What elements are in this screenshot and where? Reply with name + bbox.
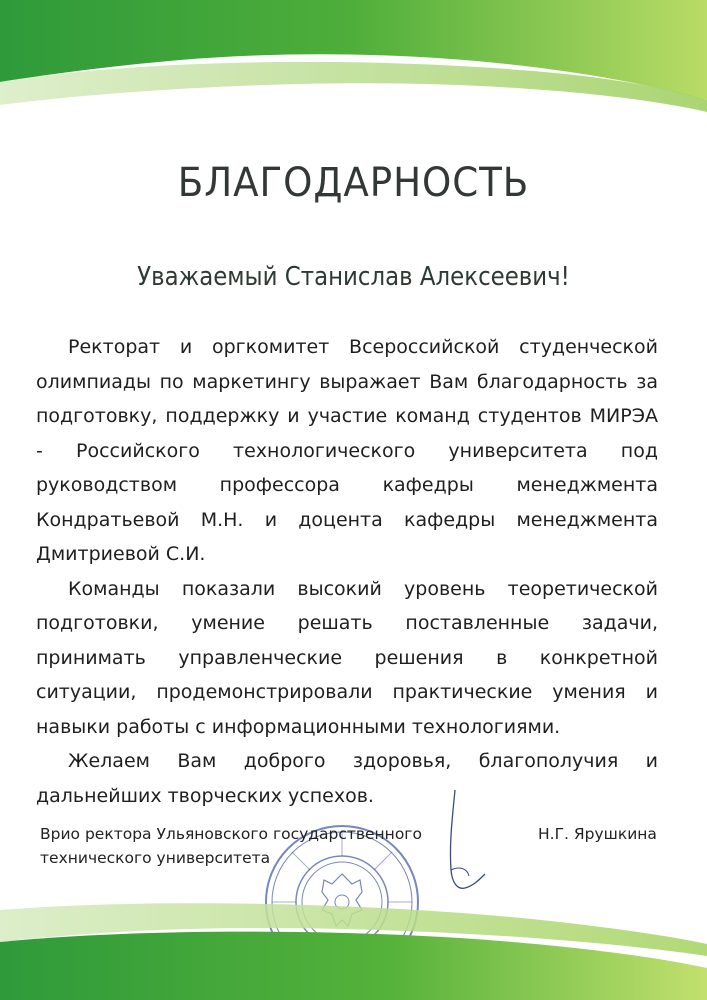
bottom-green-wave-decoration	[0, 880, 707, 1000]
top-green-wave-decoration	[0, 0, 707, 130]
salutation: Уважаемый Станислав Алексеевич!	[137, 262, 570, 292]
signatory-position-line-1: Врио ректора Ульяновского государственного	[40, 825, 422, 843]
document-title: БЛАГОДАРНОСТЬ	[177, 160, 530, 206]
signatory-name: Н.Г. Ярушкина	[538, 825, 657, 843]
signatory-position-line-2: технического университета	[40, 849, 271, 867]
letter-body	[36, 330, 658, 813]
paragraph-gratitude: Ректорат и оргкомитет Всероссийской студенческой олимпиады по маркетингу выражает Вам благодарность за подготовку, поддержку и участие команд студентов МИРЭА - Российского технологического университета под руководством профессора кафедры менеджмента Кондратьевой М.Н. и доцента кафедры менеджмента Дмитриевой С.И.	[36, 336, 658, 565]
paragraph-achievements: Команды показали высокий уровень теоретической подготовки, умение решать поставленные задачи, принимать управленческие решения в конкретной ситуации, продемонстрировали практические умения и навыки работы с информационными технологиями.	[36, 577, 658, 738]
signatory-position	[40, 822, 422, 870]
paragraph-wishes: Желаем Вам доброго здоровья, благополучия и дальнейших творческих успехов.	[36, 750, 658, 807]
